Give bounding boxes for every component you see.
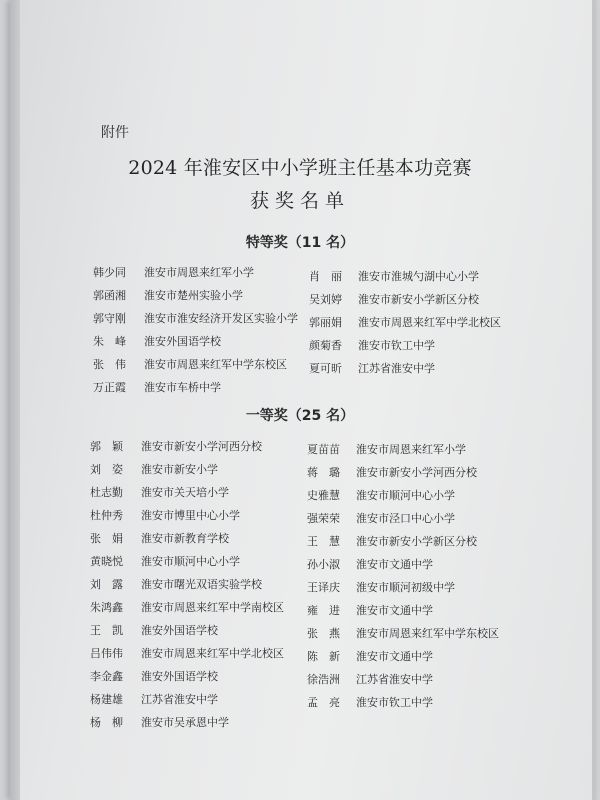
winner-school: 淮安市关天培小学 [141,486,229,499]
winner-school: 淮安市周恩来红军中学东校区 [144,358,287,371]
winner-name: 杨 柳 [90,716,123,729]
winner-school: 淮安市周恩来红军中学南校区 [141,601,284,614]
winner-school: 淮安市顺河中心小学 [141,555,240,568]
winner-name: 孙小淑 [307,558,340,571]
winner-name: 郭丽娟 [309,316,342,329]
document-title: 2024 年淮安区中小学班主任基本功竞赛 [128,157,472,179]
winner-school: 淮安外国语学校 [141,624,218,637]
winner-school: 淮安市顺河中心小学 [356,489,455,502]
winner-school: 淮安市文通中学 [356,604,433,617]
winner-name: 王 凯 [90,624,123,637]
winner-name: 万正霞 [93,381,126,394]
winner-name: 夏苗苗 [307,443,340,456]
winner-school: 淮安市博里中心小学 [141,509,240,522]
winner-name: 蒋 璐 [307,466,340,479]
winner-school: 淮安市顺河初级中学 [356,581,455,594]
winner-name: 张 伟 [93,358,126,371]
winner-school: 淮安市周恩来红军小学 [356,443,466,456]
winner-school: 淮安市新安小学新区分校 [358,293,479,306]
winner-school: 江苏省淮安中学 [141,693,218,706]
winner-school: 淮安市周恩来红军小学 [144,266,254,279]
winner-school: 淮安市曙光双语实验学校 [141,578,262,591]
winner-name: 强荣荣 [307,512,340,525]
winner-name: 郭函湘 [93,289,126,302]
winner-name: 陈 新 [307,650,340,663]
page-left-edge [10,0,20,800]
winner-name: 李金鑫 [90,670,123,683]
winner-school: 淮安外国语学校 [144,335,221,348]
winner-school: 淮安市淮安经济开发区实验小学 [144,312,298,325]
winner-name: 张 娟 [90,532,123,545]
winner-school: 淮安市周恩来红军中学东校区 [356,627,499,640]
winner-name: 刘 露 [90,578,123,591]
winner-name: 吴刘婷 [309,293,342,306]
winner-school: 淮安市淮城勺湖中心小学 [358,270,479,283]
winner-name: 徐浩洲 [307,673,340,686]
page-right-edge [592,0,596,800]
winner-name: 颜菊香 [309,339,342,352]
winner-name: 刘 姿 [90,463,123,476]
attachment-label: 附件 [101,125,129,141]
winner-name: 史雅慧 [307,489,340,502]
document-subtitle: 获奖名单 [249,190,350,212]
winner-name: 黄晓悦 [90,555,123,568]
special-prize-heading: 特等奖（11 名） [245,235,355,251]
winner-school: 江苏省淮安中学 [356,673,433,686]
winner-school: 淮安市车桥中学 [144,381,221,394]
winner-name: 杜志勤 [90,486,123,499]
winner-school: 淮安市新安小学新区分校 [356,535,477,548]
winner-name: 郭 颖 [90,440,123,453]
winner-school: 淮安市新安小学河西分校 [356,466,477,479]
winner-school: 淮安市吴承恩中学 [141,716,229,729]
winner-name: 杜仲秀 [90,509,123,522]
winner-name: 朱鸿鑫 [90,601,123,614]
winner-school: 淮安市钦工中学 [358,339,435,352]
winner-name: 杨建雄 [90,693,123,706]
winner-school: 江苏省淮安中学 [358,362,435,375]
winner-school: 淮安市新教育学校 [141,532,229,545]
winner-name: 王 慧 [307,535,340,548]
winner-school: 淮安市钦工中学 [356,696,433,709]
first-prize-heading: 一等奖（25 名） [245,408,355,424]
winner-name: 朱 峰 [93,335,126,348]
winner-name: 孟 亮 [307,696,340,709]
winner-school: 淮安市泾口中心小学 [356,512,455,525]
winner-school: 淮安外国语学校 [141,670,218,683]
winner-name: 雍 进 [307,604,340,617]
winner-name: 吕伟伟 [90,647,123,660]
winner-school: 淮安市楚州实验小学 [144,289,243,302]
winner-name: 王译庆 [307,581,340,594]
winner-name: 张 燕 [307,627,340,640]
winner-school: 淮安市新安小学河西分校 [141,440,262,453]
winner-school: 淮安市周恩来红军中学北校区 [358,316,501,329]
winner-school: 淮安市周恩来红军中学北校区 [141,647,284,660]
winner-name: 韩少同 [93,266,126,279]
winner-school: 淮安市文通中学 [356,650,433,663]
winner-school: 淮安市文通中学 [356,558,433,571]
winner-name: 郭守刚 [93,312,126,325]
winner-name: 夏可昕 [309,362,342,375]
winner-name: 肖 丽 [309,270,342,283]
winner-school: 淮安市新安小学 [141,463,218,476]
